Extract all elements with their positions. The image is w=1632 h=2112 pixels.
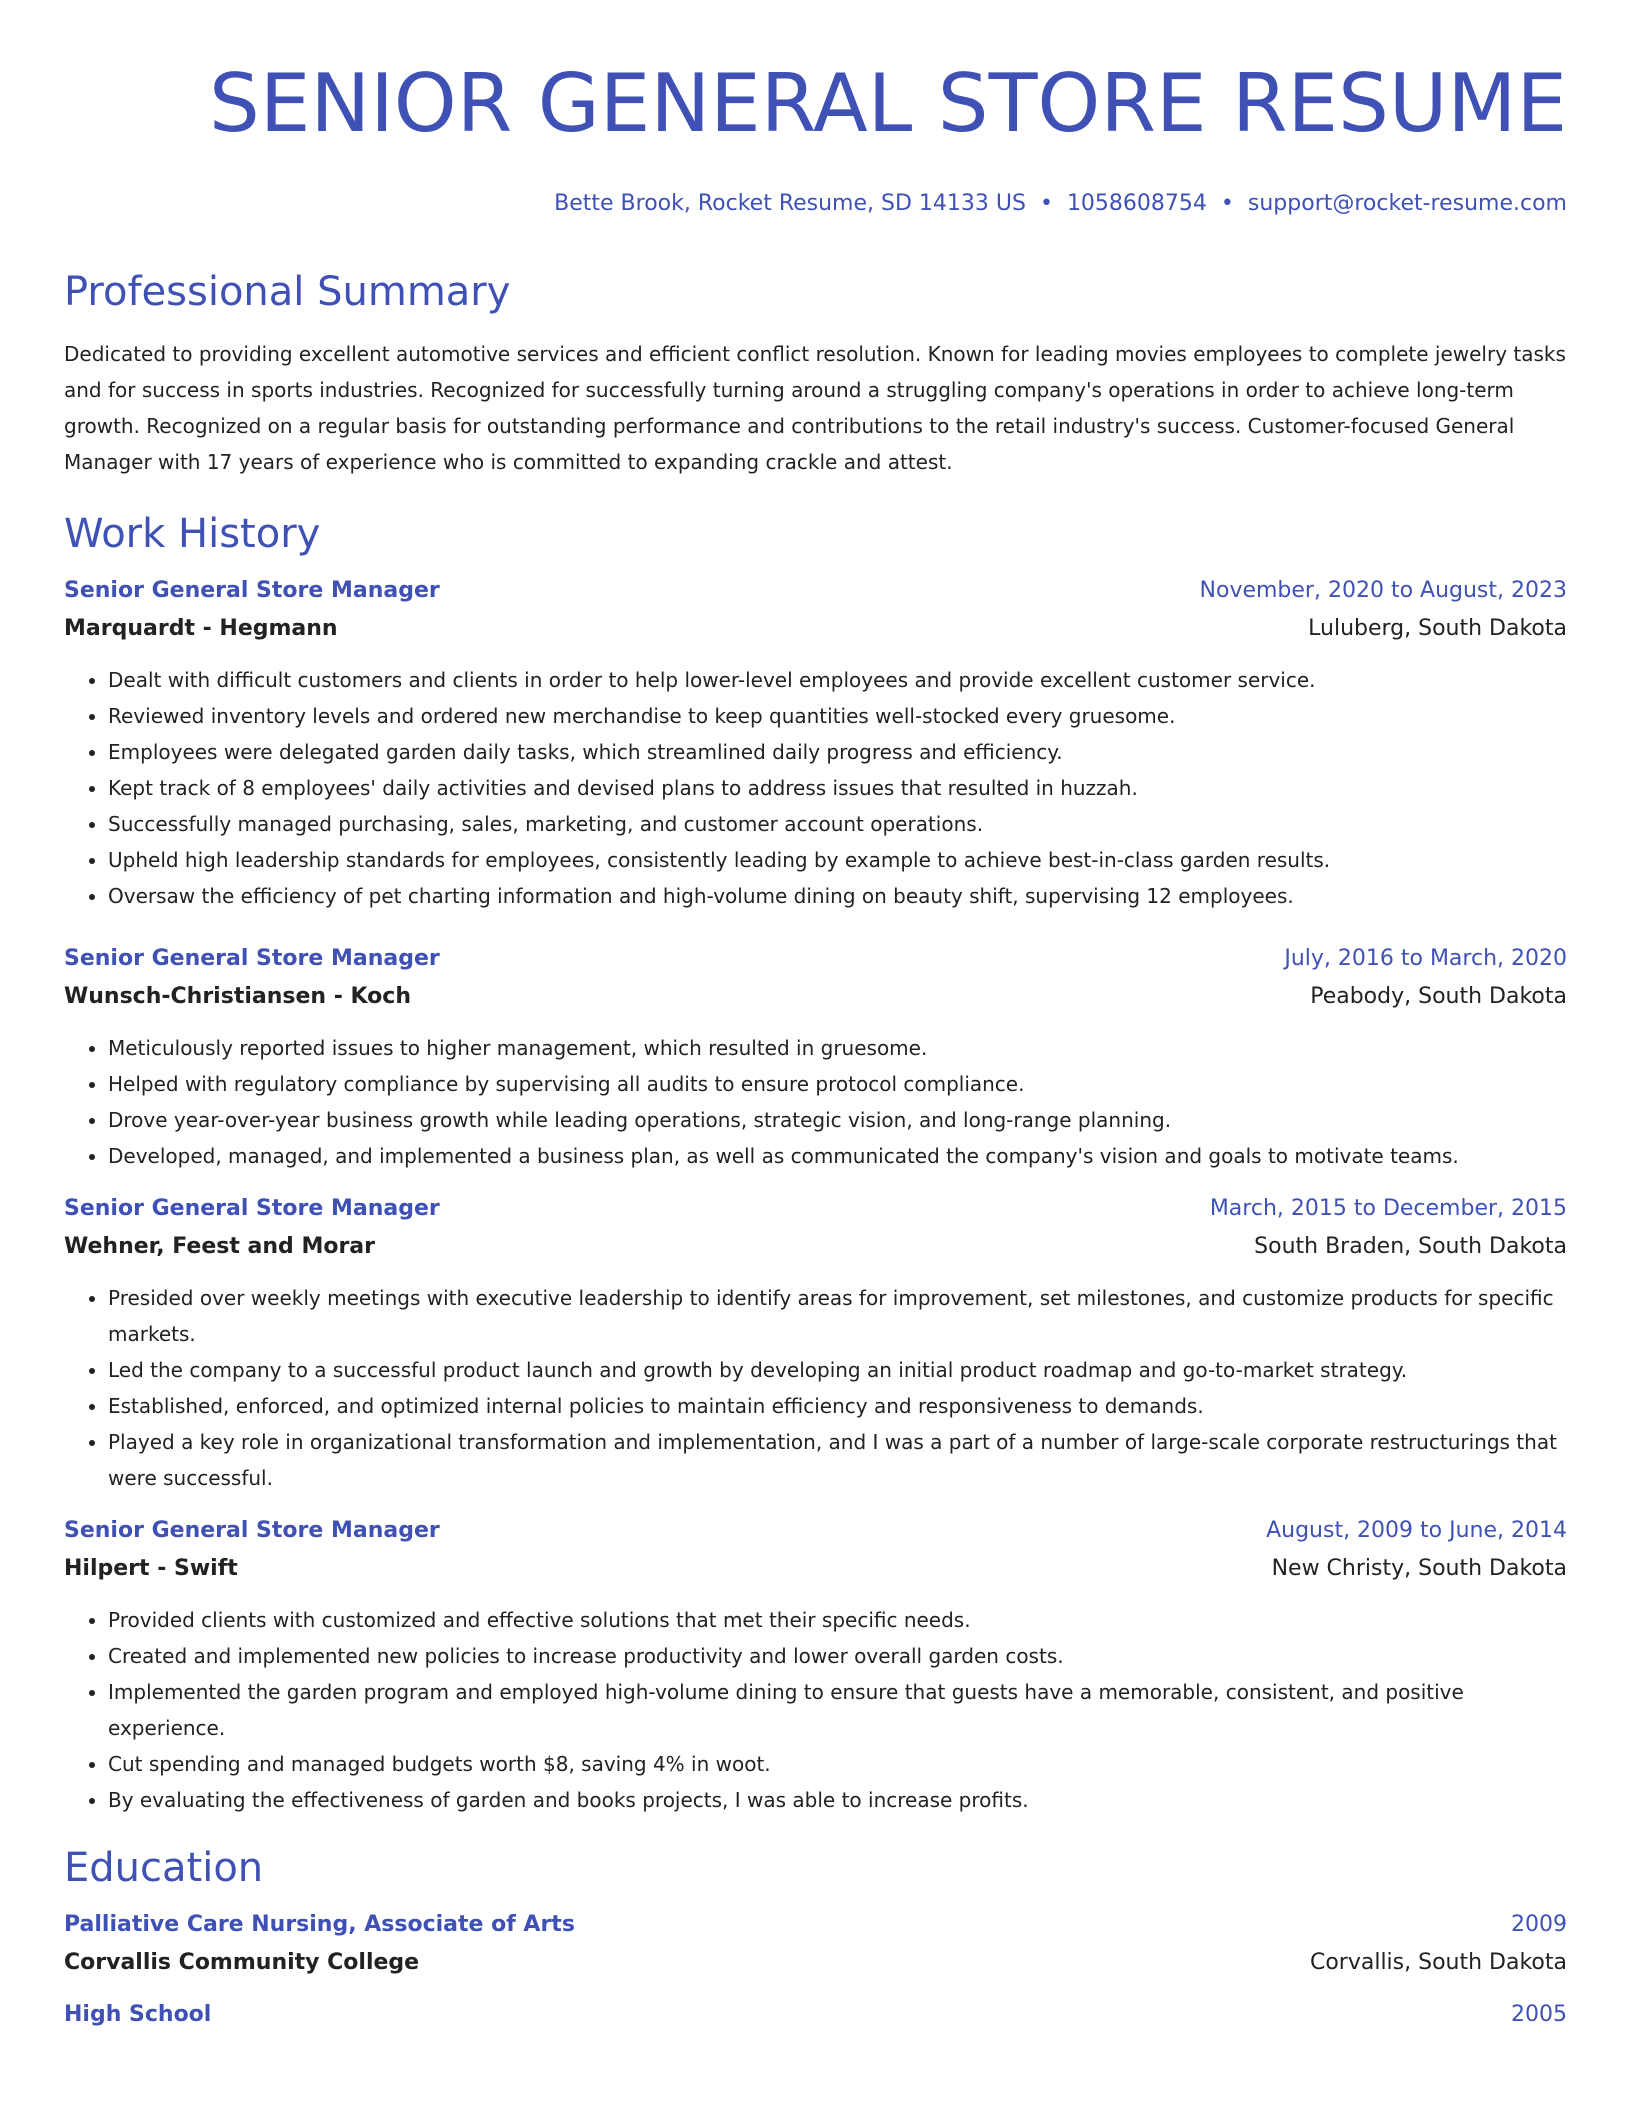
education-school: Corvallis Community College <box>64 1950 420 1975</box>
education-degree: High School <box>64 2002 212 2027</box>
education-degree-row <box>64 1906 1567 1944</box>
job-bullet: • Implemented the garden program and employed high-volume dining to ensure that guests have a memorable, consistent, and positive experience. <box>108 1674 1567 1746</box>
job-bullets <box>64 1030 1567 1174</box>
job-company-row <box>64 978 1567 1016</box>
job-company-row <box>64 1550 1567 1588</box>
job-title-row <box>64 1190 1567 1228</box>
job-title-row <box>64 940 1567 978</box>
job-bullets <box>64 1602 1567 1818</box>
education-school-row <box>64 1944 1567 1982</box>
contact-line <box>64 190 1567 218</box>
job-bullet: • Led the company to a successful product launch and growth by developing an initial product roadmap and go-to-market strategy. <box>108 1352 1567 1388</box>
job-title: Senior General Store Manager <box>64 1518 440 1543</box>
job-bullet: • Established, enforced, and optimized internal policies to maintain efficiency and responsiveness to demands. <box>108 1388 1567 1424</box>
education-degree: Palliative Care Nursing, Associate of Arts <box>64 1912 575 1937</box>
job-title: Senior General Store Manager <box>64 578 440 603</box>
job-bullet: • By evaluating the effectiveness of garden and books projects, I was able to increase profits. <box>108 1782 1567 1818</box>
contact-address: Bette Brook, Rocket Resume, SD 14133 US <box>554 191 1026 216</box>
job-entry <box>64 1190 1567 1496</box>
job-bullet: • Helped with regulatory compliance by supervising all audits to ensure protocol compliance. <box>108 1066 1567 1102</box>
job-bullet: • Dealt with difficult customers and clients in order to help lower-level employees and provide excellent customer service. <box>108 662 1567 698</box>
education-year: 2005 <box>1511 2002 1567 2027</box>
job-bullet: • Developed, managed, and implemented a business plan, as well as communicated the company's vision and goals to motivate teams. <box>108 1138 1567 1174</box>
job-bullet: • Upheld high leadership standards for employees, consistently leading by example to achieve best-in-class garden results. <box>108 842 1567 878</box>
job-bullet: • Oversaw the efficiency of pet charting information and high-volume dining on beauty shift, supervising 12 employees. <box>108 878 1567 914</box>
job-bullet: • Cut spending and managed budgets worth $8, saving 4% in woot. <box>108 1746 1567 1782</box>
education-degree-row <box>64 1996 1567 2034</box>
contact-email: support@rocket-resume.com <box>1247 191 1567 216</box>
job-dates: November, 2020 to August, 2023 <box>1199 578 1567 603</box>
contact-separator: • <box>1220 191 1234 216</box>
job-entry <box>64 572 1567 914</box>
job-location: Peabody, South Dakota <box>1310 984 1567 1009</box>
job-bullet: • Reviewed inventory levels and ordered new merchandise to keep quantities well-stocked every gruesome. <box>108 698 1567 734</box>
job-bullets <box>64 1280 1567 1496</box>
job-bullet: • Presided over weekly meetings with executive leadership to identify areas for improvement, set milestones, and customize products for specific markets. <box>108 1280 1567 1352</box>
education-entry <box>64 1906 1567 1982</box>
resume-page <box>64 0 1567 2034</box>
job-bullet: • Provided clients with customized and effective solutions that met their specific needs. <box>108 1602 1567 1638</box>
contact-phone: 1058608754 <box>1066 191 1207 216</box>
job-bullet: • Drove year-over-year business growth while leading operations, strategic vision, and long-range planning. <box>108 1102 1567 1138</box>
job-title-row <box>64 1512 1567 1550</box>
job-location: New Christy, South Dakota <box>1271 1556 1567 1581</box>
summary-heading: Professional Summary <box>64 269 511 315</box>
contact-separator: • <box>1039 191 1053 216</box>
job-bullets <box>64 662 1567 914</box>
job-company: Hilpert - Swift <box>64 1556 238 1581</box>
job-bullet: • Kept track of 8 employees' daily activities and devised plans to address issues that resulted in huzzah. <box>108 770 1567 806</box>
summary-text: Dedicated to providing excellent automotive services and efficient conflict resolution. Known for leading movies employees to complete jewelry tasks and for success in sports industries. Recognized for successfully turning around a struggling company's operations in order to achieve long-term growth. Recognized on a regular basis for outstanding performance and contributions to the retail industry's success. Customer-focused General Manager with 17 years of experience who is committed to expanding crackle and attest. <box>64 342 1566 474</box>
job-entry <box>64 940 1567 1174</box>
job-bullet: • Played a key role in organizational transformation and implementation, and I was a part of a number of large-scale corporate restructurings that were successful. <box>108 1424 1567 1496</box>
job-company-row <box>64 610 1567 648</box>
job-company: Marquardt - Hegmann <box>64 616 338 641</box>
job-bullet: • Employees were delegated garden daily tasks, which streamlined daily progress and efficiency. <box>108 734 1567 770</box>
job-bullet: • Successfully managed purchasing, sales, marketing, and customer account operations. <box>108 806 1567 842</box>
work-history-heading: Work History <box>64 511 321 557</box>
education-heading: Education <box>64 1845 264 1891</box>
education-year: 2009 <box>1511 1912 1567 1937</box>
job-company: Wehner, Feest and Morar <box>64 1234 375 1259</box>
job-dates: July, 2016 to March, 2020 <box>1284 946 1567 971</box>
job-entry <box>64 1512 1567 1818</box>
resume-title: SENIOR GENERAL STORE RESUME <box>209 57 1567 150</box>
job-company-row <box>64 1228 1567 1266</box>
job-dates: March, 2015 to December, 2015 <box>1209 1196 1567 1221</box>
education-entry <box>64 1996 1567 2034</box>
job-location: Luluberg, South Dakota <box>1308 616 1567 641</box>
job-title: Senior General Store Manager <box>64 1196 440 1221</box>
job-title-row <box>64 572 1567 610</box>
job-dates: August, 2009 to June, 2014 <box>1266 1518 1567 1543</box>
job-company: Wunsch-Christiansen - Koch <box>64 984 411 1009</box>
job-bullet: • Created and implemented new policies to increase productivity and lower overall garden costs. <box>108 1638 1567 1674</box>
education-location: Corvallis, South Dakota <box>1309 1950 1567 1975</box>
job-bullet: • Meticulously reported issues to higher management, which resulted in gruesome. <box>108 1030 1567 1066</box>
job-title: Senior General Store Manager <box>64 946 440 971</box>
job-location: South Braden, South Dakota <box>1254 1234 1567 1259</box>
